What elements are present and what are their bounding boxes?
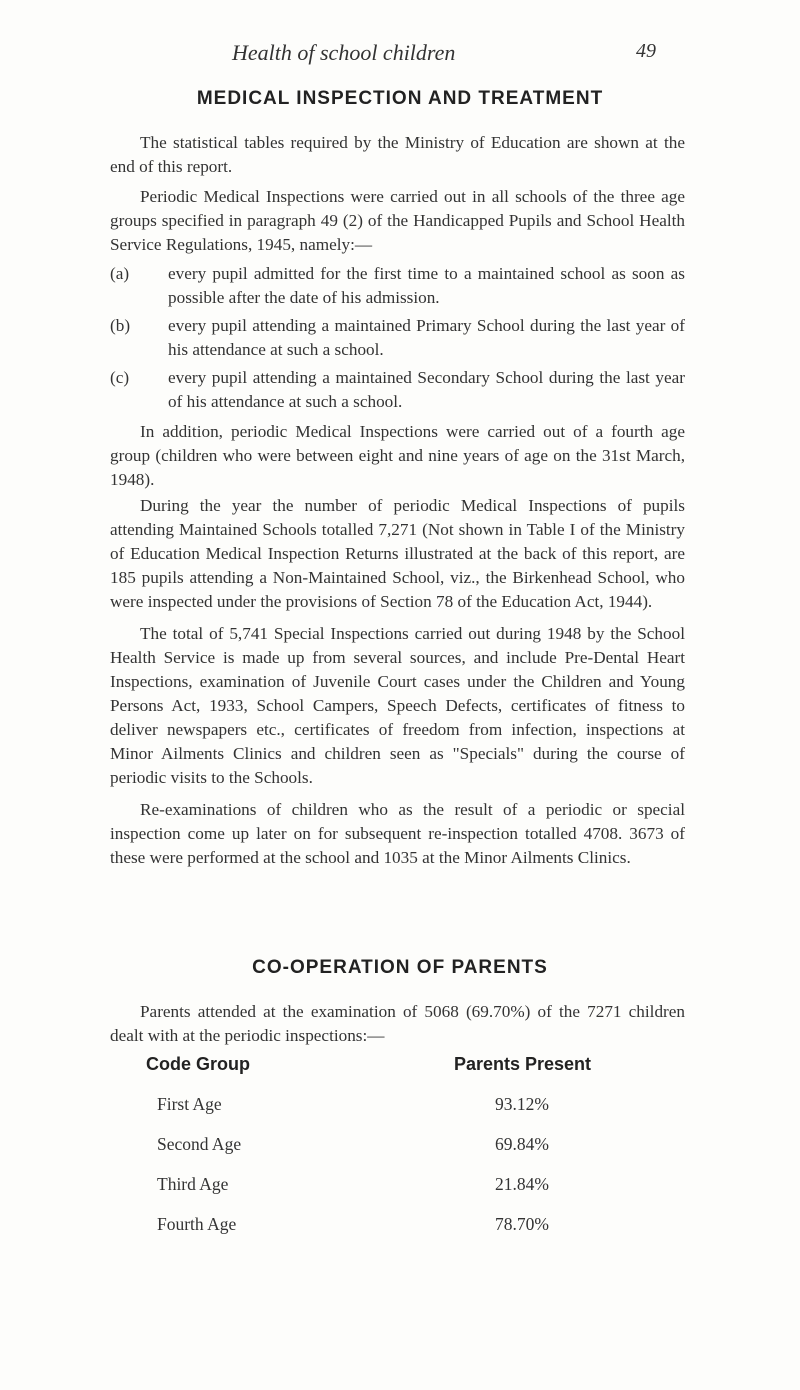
list-item-label: (b) bbox=[110, 316, 131, 335]
list-item bbox=[110, 314, 685, 362]
paragraph-special-inspections: The total of 5,741 Special Inspections carried out during 1948 by the School Health Service is made up from several sources, and include Pre-Dental Heart Inspections, examination of Juvenile Court cases under the Children and Young Persons Act, 1933, School Campers, Speech Defects, certificates of fitness to deliver newspapers etc., certificates of freedom from infection, inspections at Minor Ailments Clinics and children seen as "Specials" during the course of periodic visits to the Schools. bbox=[110, 624, 685, 787]
table-row bbox=[0, 1174, 800, 1214]
table-cell-group: Third Age bbox=[157, 1174, 229, 1194]
section-heading-cooperation-of-parents: CO-OPERATION OF PARENTS bbox=[252, 957, 548, 978]
list-item-text: every pupil admitted for the first time to a maintained school as soon as possible after the date of his admission. bbox=[168, 264, 685, 307]
table-cell-group: First Age bbox=[157, 1094, 222, 1114]
table-row bbox=[0, 1214, 800, 1254]
list-item bbox=[110, 366, 685, 414]
section-heading-medical-inspection: MEDICAL INSPECTION AND TREATMENT bbox=[196, 88, 604, 109]
list-item-text: every pupil attending a maintained Primary School during the last year of his attendance at such a school. bbox=[168, 316, 685, 359]
table-cell-percent: 78.70% bbox=[495, 1214, 549, 1234]
paragraph-statistical-tables: The statistical tables required by the Ministry of Education are shown at the end of this report. bbox=[110, 133, 685, 176]
paragraph-periodic-inspections: Periodic Medical Inspections were carried out in all schools of the three age groups specified in paragraph 49 (2) of the Handicapped Pupils and School Health Service Regulations, 1945, namely:— bbox=[110, 187, 685, 254]
paragraph-re-examinations: Re-examinations of children who as the result of a periodic or special inspection come up later on for subsequent re-inspection totalled 4708. 3673 of these were performed at the school and 1035 at the Minor Ailments Clinics. bbox=[110, 800, 685, 867]
table-row bbox=[0, 1134, 800, 1174]
column-header-parents-present: Parents Present bbox=[453, 1054, 592, 1074]
table-cell-percent: 93.12% bbox=[495, 1094, 549, 1114]
table-header-row bbox=[0, 1054, 800, 1094]
table-row bbox=[0, 1094, 800, 1134]
parents-present-table bbox=[0, 1054, 800, 1254]
page-number: 49 bbox=[636, 40, 656, 62]
running-header bbox=[0, 40, 800, 70]
running-title: Health of school children bbox=[232, 40, 456, 65]
list-item-text: every pupil attending a maintained Secondary School during the last year of his attendance at such a school. bbox=[168, 368, 685, 411]
list-item bbox=[110, 262, 685, 310]
table-cell-percent: 21.84% bbox=[495, 1174, 549, 1194]
table-cell-group: Fourth Age bbox=[157, 1214, 237, 1234]
paragraph-fourth-age-group: In addition, periodic Medical Inspections were carried out of a fourth age group (children who were between eight and nine years of age on the 31st March, 1948). bbox=[110, 422, 685, 489]
column-header-code-group: Code Group bbox=[146, 1054, 250, 1074]
table-cell-percent: 69.84% bbox=[495, 1134, 549, 1154]
paragraph-parents-attended: Parents attended at the examination of 5068 (69.70%) of the 7271 children dealt with at the periodic inspections:— bbox=[110, 1002, 685, 1045]
list-item-label: (c) bbox=[110, 368, 130, 387]
paragraph-inspection-totals: During the year the number of periodic Medical Inspections of pupils attending Maintained Schools totalled 7,271 (Not shown in Table I of the Ministry of Education Medical Inspection Returns illustrated at the back of this report, are 185 pupils attending a Non-Maintained School, viz., the Birkenhead School, who were inspected under the provisions of Section 78 of the Education Act, 1944). bbox=[110, 496, 685, 611]
table-cell-group: Second Age bbox=[157, 1134, 242, 1154]
list-item-label: (a) bbox=[110, 264, 130, 283]
